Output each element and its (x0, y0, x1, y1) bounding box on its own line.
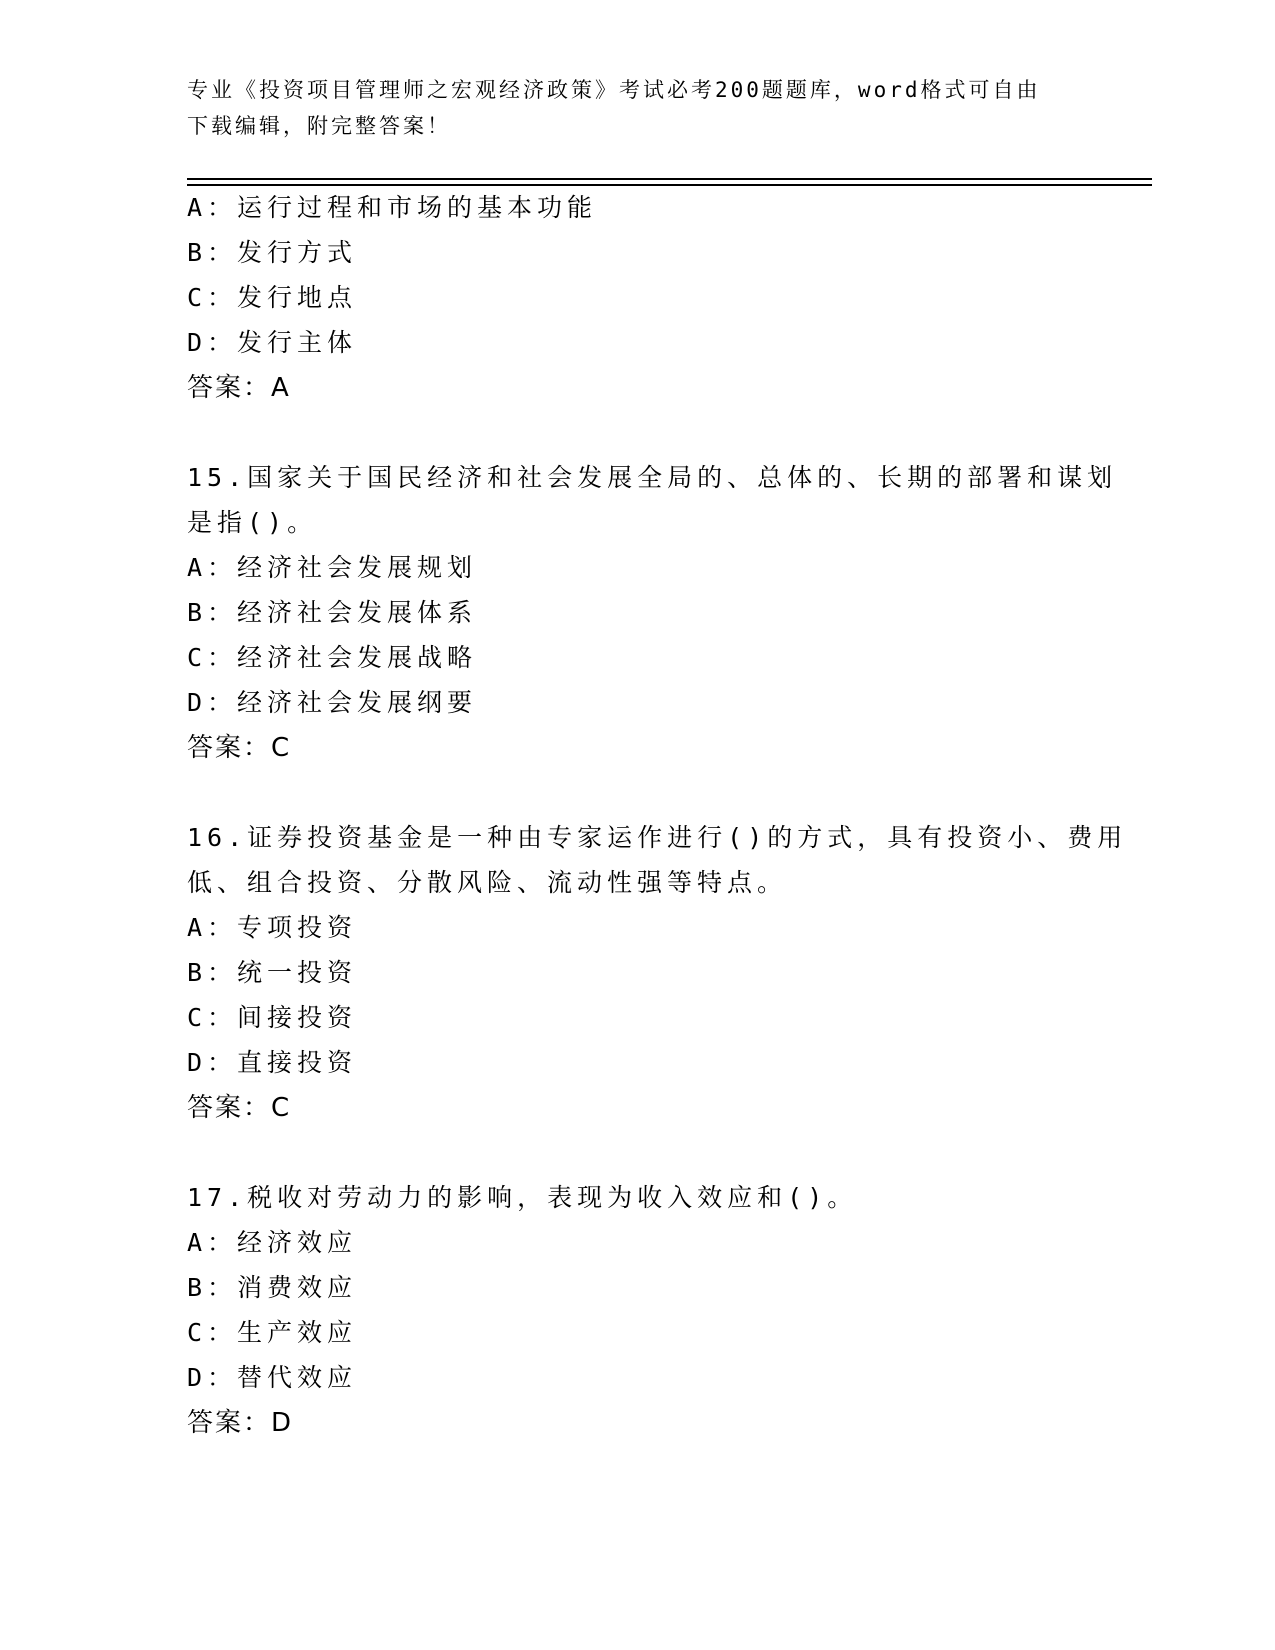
q16-stem-line-2: 低、组合投资、分散风险、流动性强等特点。 (187, 868, 788, 897)
header-divider-top (187, 178, 1152, 180)
q17-option-d: D：替代效应 (187, 1363, 358, 1392)
q15-option-b: B：经济社会发展体系 (187, 598, 478, 627)
q16-option-a: A：专项投资 (187, 913, 358, 942)
q15-answer: 答案：C (187, 733, 292, 763)
q17-answer: 答案：D (187, 1408, 294, 1438)
header-line-1: 专业《投资项目管理师之宏观经济政策》考试必考200题题库，word格式可自由 (187, 78, 1041, 102)
q15-option-a: A：经济社会发展规划 (187, 553, 478, 582)
q17-stem-line-1: 17.税收对劳动力的影响，表现为收入效应和()。 (187, 1183, 858, 1212)
q17-option-c: C：生产效应 (187, 1318, 358, 1347)
document-header (187, 72, 1087, 144)
q16-answer: 答案：C (187, 1093, 292, 1123)
q14-option-a: A：运行过程和市场的基本功能 (187, 193, 598, 222)
q15-option-c: C：经济社会发展战略 (187, 643, 478, 672)
q14-option-b: B：发行方式 (187, 238, 358, 267)
header-divider-bottom (187, 184, 1152, 186)
q17-option-a: A：经济效应 (187, 1228, 358, 1257)
q14-option-d: D：发行主体 (187, 328, 358, 357)
q16-option-d: D：直接投资 (187, 1048, 358, 1077)
q16-option-b: B：统一投资 (187, 958, 358, 987)
q16-option-c: C：间接投资 (187, 1003, 358, 1032)
q15-option-d: D：经济社会发展纲要 (187, 688, 478, 717)
header-line-2: 下载编辑，附完整答案！ (187, 114, 451, 138)
q15-stem-line-1: 15.国家关于国民经济和社会发展全局的、总体的、长期的部署和谋划 (187, 463, 1118, 492)
q15-stem-line-2: 是指()。 (187, 508, 318, 537)
q17-option-b: B：消费效应 (187, 1273, 358, 1302)
q14-option-c: C：发行地点 (187, 283, 358, 312)
q16-stem-line-1: 16.证券投资基金是一种由专家运作进行()的方式，具有投资小、费用 (187, 823, 1128, 852)
q14-answer: 答案：A (187, 373, 291, 403)
